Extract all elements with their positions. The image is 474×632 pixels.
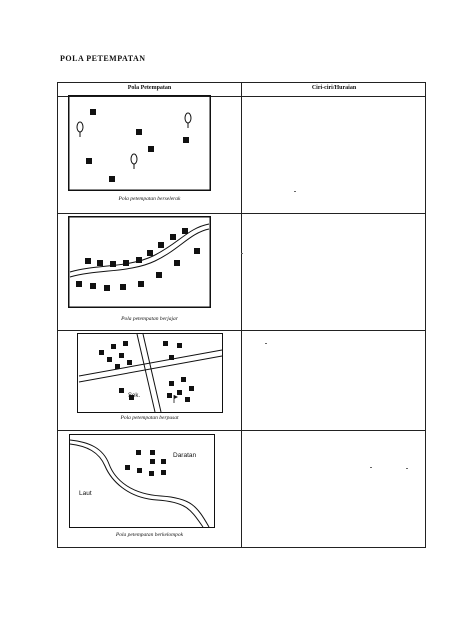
scan-speck (370, 467, 372, 468)
column-divider (241, 83, 242, 547)
settlement-pattern-table (57, 82, 426, 548)
caption-linear: Pola petempatan berjajar (121, 316, 178, 322)
school-label: Sek. (128, 393, 141, 399)
row-divider (58, 430, 425, 431)
clustered-pattern-diagram (69, 434, 215, 528)
sea-label: Laut (79, 490, 92, 497)
land-label: Daratan (173, 452, 197, 459)
header-features: Ciri-ciri/Huraian (311, 85, 357, 91)
scan-speck (294, 191, 296, 192)
scan-speck (241, 253, 243, 254)
row-divider (58, 213, 425, 214)
scan-speck (265, 343, 267, 344)
scattered-pattern-diagram (68, 95, 211, 191)
caption-scattered: Pola petempatan berselerak (118, 196, 181, 202)
linear-pattern-diagram (68, 216, 211, 308)
tree-icon (185, 113, 191, 128)
header-pattern: Pola Petempatan (127, 85, 172, 91)
scan-speck (406, 468, 408, 469)
caption-nucleated: Pola petempatan berpusat (120, 415, 179, 421)
tree-icon (77, 122, 83, 137)
tree-icon (131, 154, 137, 169)
document-title: POLA PETEMPATAN (60, 54, 146, 63)
row-divider (58, 330, 425, 331)
caption-clustered: Pola petempatan berkelompok (115, 532, 184, 538)
school-flag-icon (174, 395, 178, 403)
nucleated-pattern-diagram (77, 333, 223, 413)
